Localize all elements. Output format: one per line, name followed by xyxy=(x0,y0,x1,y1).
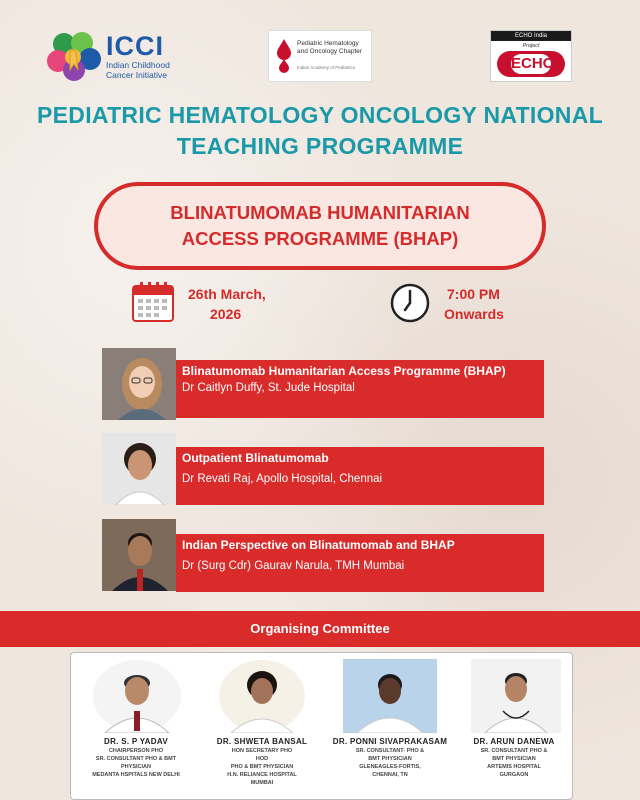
clock-icon xyxy=(390,283,430,323)
event-date-line1: 26th March, xyxy=(188,286,266,302)
member-name: DR. PONNI SIVAPRAKASAM xyxy=(332,737,448,746)
event-date xyxy=(188,284,266,324)
icci-flower-icon xyxy=(46,30,102,84)
program-title-pill xyxy=(94,182,546,270)
talk-title: Blinatumomab Humanitarian Access Programme (BHAP) xyxy=(182,364,506,378)
pho-sub: Indian Academy of Pediatrics xyxy=(297,65,356,70)
talk-item xyxy=(176,447,544,505)
organising-committee-heading: Organising Committee xyxy=(0,611,640,647)
event-date-line2: 2026 xyxy=(210,306,242,322)
calendar-icon xyxy=(132,282,174,322)
programme-headline xyxy=(20,100,620,162)
member-name: DR. S. P YADAV xyxy=(104,737,168,746)
icci-title: ICCI xyxy=(106,31,164,61)
talk-speaker: Dr Revati Raj, Apollo Hospital, Chennai xyxy=(182,473,383,485)
member-designation: SR. CONSULTANT- PHO & BMT PHYSICIAN GLENEAGLES-FORTIS, CHENNAI, TN xyxy=(355,748,425,778)
talk-item xyxy=(176,534,544,592)
member-designation: CHAIRPERSON PHO SR. CONSULTANT PHO & BMT PHYSICIAN MEDANTA HSPITALS NEW DELHI xyxy=(92,748,180,778)
talk-speaker: Dr Caitlyn Duffy, St. Jude Hospital xyxy=(182,382,355,394)
pho-line1: Pediatric Hematology xyxy=(297,40,359,47)
event-time xyxy=(444,284,504,324)
echo-top-label: ECHO India xyxy=(491,31,571,41)
headline-line2: TEACHING PROGRAMME xyxy=(176,133,464,159)
pho-line2: and Oncology Chapter xyxy=(297,48,363,55)
pho-chapter-logo xyxy=(268,30,372,82)
blood-drop-icon xyxy=(275,39,293,73)
event-time-line1: 7:00 PM xyxy=(447,286,500,302)
echo-india-logo xyxy=(490,30,572,82)
member-photo xyxy=(343,659,437,733)
member-photo xyxy=(217,659,307,733)
speaker-photo xyxy=(102,348,176,420)
member-photo xyxy=(91,659,183,733)
icci-subtitle-line1: Indian Childhood xyxy=(106,60,170,70)
echo-word: ECHO xyxy=(511,55,555,72)
speaker-photo xyxy=(102,433,176,505)
talk-speaker: Dr (Surg Cdr) Gaurav Narula, TMH Mumbai xyxy=(182,560,405,572)
talk-title: Outpatient Blinatumomab xyxy=(182,451,329,465)
echo-project-label: Project xyxy=(522,43,540,49)
talk-item xyxy=(176,360,544,418)
headline-line1: PEDIATRIC HEMATOLOGY ONCOLOGY NATIONAL xyxy=(37,102,603,128)
event-time-line2: Onwards xyxy=(444,306,504,322)
speaker-photo xyxy=(102,519,176,591)
member-designation: SR. CONSULTANT PHO & BMT PHYSICIAN ARTEMIS HOSPITAL GURGAON xyxy=(480,748,548,778)
member-designation: HON SECRETARY PHO HOD PHO & BMT PHYSICIAN H.N. RELIANCE HOSPITAL MUMBAI xyxy=(227,748,297,786)
member-photo xyxy=(471,659,561,733)
committee-panel xyxy=(70,652,573,800)
member-name: DR. SHWETA BANSAL xyxy=(216,737,308,746)
member-name: DR. ARUN DANEWA xyxy=(473,737,555,746)
icci-subtitle-line2: Cancer Initiative xyxy=(106,70,167,80)
talk-title: Indian Perspective on Blinatumomab and BHAP xyxy=(182,538,455,552)
program-title: BLINATUMOMAB HUMANITARIAN ACCESS PROGRAMME (BHAP) xyxy=(170,202,470,249)
icci-logo xyxy=(46,30,196,84)
